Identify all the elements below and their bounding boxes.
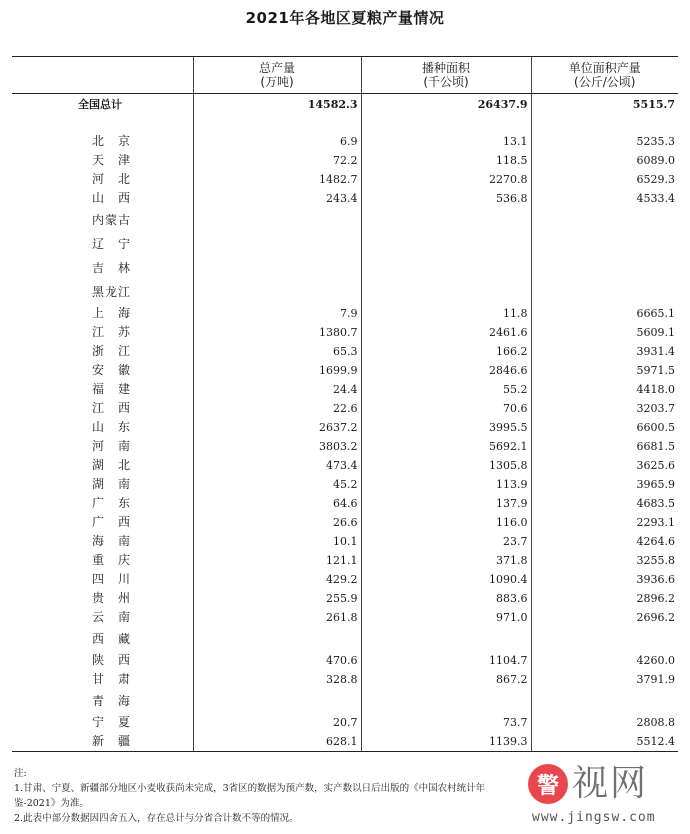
output-value: 473.4 <box>193 456 361 475</box>
yield-value: 5971.5 <box>531 361 678 380</box>
yield-value: 6665.1 <box>531 304 678 323</box>
output-value: 24.4 <box>193 380 361 399</box>
output-value: 26.6 <box>193 513 361 532</box>
table-row <box>12 232 678 256</box>
area-value: 2461.6 <box>361 323 531 342</box>
output-value: 243.4 <box>193 189 361 208</box>
output-value: 65.3 <box>193 342 361 361</box>
table-row <box>12 589 678 608</box>
region-name: 山 东 <box>92 420 132 434</box>
output-value: 121.1 <box>193 551 361 570</box>
yield-value <box>531 280 678 304</box>
output-value: 72.2 <box>193 151 361 170</box>
header-output-label: 总产量 <box>258 61 295 75</box>
yield-value: 3931.4 <box>531 342 678 361</box>
area-value: 11.8 <box>361 304 531 323</box>
area-value <box>361 232 531 256</box>
table-row <box>12 689 678 713</box>
yield-value <box>531 208 678 232</box>
yield-value: 5235.3 <box>531 132 678 151</box>
output-value <box>193 256 361 280</box>
area-value: 113.9 <box>361 475 531 494</box>
area-value: 1305.8 <box>361 456 531 475</box>
area-value: 2846.6 <box>361 361 531 380</box>
yield-value: 3791.9 <box>531 670 678 689</box>
table-row <box>12 437 678 456</box>
table-row <box>12 323 678 342</box>
note-line: 2.此表中部分数据因四舍五入，存在总计与分省合计数不等的情况。 <box>14 813 299 824</box>
table-row <box>12 627 678 651</box>
region-name: 山 西 <box>92 191 132 205</box>
area-value: 70.6 <box>361 399 531 418</box>
yield-value: 3625.6 <box>531 456 678 475</box>
region-name: 江 西 <box>92 401 132 415</box>
yield-value: 4264.6 <box>531 532 678 551</box>
yield-value: 4418.0 <box>531 380 678 399</box>
region-name: 黑龙江 <box>92 284 132 299</box>
area-value: 73.7 <box>361 713 531 732</box>
area-value: 118.5 <box>361 151 531 170</box>
header-region <box>12 57 193 94</box>
region-name: 安 徽 <box>92 363 132 377</box>
table-row <box>12 651 678 670</box>
yield-value: 3203.7 <box>531 399 678 418</box>
table-row <box>12 342 678 361</box>
output-value: 1482.7 <box>193 170 361 189</box>
table-row <box>12 570 678 589</box>
area-value: 1139.3 <box>361 732 531 752</box>
region-name: 河 北 <box>92 172 132 186</box>
area-value <box>361 627 531 651</box>
area-value: 867.2 <box>361 670 531 689</box>
total-output: 14582.3 <box>193 94 361 115</box>
table-row <box>12 380 678 399</box>
yield-value: 6600.5 <box>531 418 678 437</box>
table-row <box>12 713 678 732</box>
output-value: 3803.2 <box>193 437 361 456</box>
yield-value: 3965.9 <box>531 475 678 494</box>
table-row <box>12 132 678 151</box>
output-value: 6.9 <box>193 132 361 151</box>
yield-value: 5512.4 <box>531 732 678 752</box>
area-value: 23.7 <box>361 532 531 551</box>
table-row <box>12 418 678 437</box>
table-row <box>12 456 678 475</box>
area-value: 883.6 <box>361 589 531 608</box>
yield-value: 2808.8 <box>531 713 678 732</box>
yield-value: 5609.1 <box>531 323 678 342</box>
region-name: 湖 北 <box>92 458 132 472</box>
yield-value: 2896.2 <box>531 589 678 608</box>
area-value: 5692.1 <box>361 437 531 456</box>
table-row <box>12 361 678 380</box>
table-row <box>12 732 678 752</box>
table-row <box>12 189 678 208</box>
region-name: 北 京 <box>92 134 132 148</box>
summer-grain-table <box>12 56 678 752</box>
area-value: 137.9 <box>361 494 531 513</box>
header-area <box>361 57 531 94</box>
output-value: 429.2 <box>193 570 361 589</box>
output-value <box>193 627 361 651</box>
output-value: 45.2 <box>193 475 361 494</box>
output-value: 10.1 <box>193 532 361 551</box>
region-name: 河 南 <box>92 439 132 453</box>
total-yield: 5515.7 <box>531 94 678 115</box>
note-line: 1.甘肃、宁夏、新疆部分地区小麦收获尚未完成，3省区的数据为预产数，实产数以日后出版的《中国农村统计年 <box>14 783 486 794</box>
table-row <box>12 494 678 513</box>
spacer-row <box>12 114 678 132</box>
region-name: 四 川 <box>92 572 132 586</box>
yield-value <box>531 689 678 713</box>
region-name: 内蒙古 <box>92 212 132 227</box>
header-yield-label: 单位面积产量 <box>568 61 641 75</box>
watermark <box>528 762 678 830</box>
region-name: 宁 夏 <box>92 715 132 729</box>
region-name: 广 西 <box>92 515 132 529</box>
watermark-logo-icon: 警 <box>528 764 568 804</box>
page-title: 2021年各地区夏粮产量情况 <box>245 9 445 27</box>
output-value <box>193 689 361 713</box>
area-value: 55.2 <box>361 380 531 399</box>
output-value <box>193 232 361 256</box>
area-value: 166.2 <box>361 342 531 361</box>
yield-value: 4260.0 <box>531 651 678 670</box>
yield-value: 6089.0 <box>531 151 678 170</box>
yield-value <box>531 232 678 256</box>
region-name: 陕 西 <box>92 653 132 667</box>
area-value: 13.1 <box>361 132 531 151</box>
total-area: 26437.9 <box>361 94 531 115</box>
region-name: 湖 南 <box>92 477 132 491</box>
region-name: 辽 宁 <box>92 236 132 251</box>
table-row <box>12 532 678 551</box>
yield-value: 6681.5 <box>531 437 678 456</box>
area-value: 971.0 <box>361 608 531 627</box>
table-row <box>12 399 678 418</box>
region-name: 江 苏 <box>92 325 132 339</box>
table-row <box>12 208 678 232</box>
region-name: 贵 州 <box>92 591 132 605</box>
region-name: 浙 江 <box>92 344 132 358</box>
area-value <box>361 689 531 713</box>
output-value: 628.1 <box>193 732 361 752</box>
output-value: 2637.2 <box>193 418 361 437</box>
table-row <box>12 304 678 323</box>
output-value: 64.6 <box>193 494 361 513</box>
yield-value: 3255.8 <box>531 551 678 570</box>
output-value: 22.6 <box>193 399 361 418</box>
area-value: 116.0 <box>361 513 531 532</box>
yield-value <box>531 256 678 280</box>
watermark-url: www.jingsw.com <box>532 810 656 825</box>
area-value: 3995.5 <box>361 418 531 437</box>
table-row <box>12 475 678 494</box>
table-row <box>12 670 678 689</box>
output-value <box>193 208 361 232</box>
area-value <box>361 280 531 304</box>
area-value <box>361 256 531 280</box>
header-area-label: 播种面积 <box>421 61 470 75</box>
region-name: 天 津 <box>92 153 132 167</box>
table-row <box>12 608 678 627</box>
region-name: 西 藏 <box>92 631 132 646</box>
output-value <box>193 280 361 304</box>
output-value: 328.8 <box>193 670 361 689</box>
yield-value: 2293.1 <box>531 513 678 532</box>
header-row <box>12 57 678 94</box>
table-row <box>12 170 678 189</box>
yield-value: 3936.6 <box>531 570 678 589</box>
area-value: 371.8 <box>361 551 531 570</box>
header-area-unit: (千公顷) <box>423 75 469 89</box>
table-row <box>12 256 678 280</box>
header-output-unit: (万吨) <box>260 75 294 89</box>
output-value: 20.7 <box>193 713 361 732</box>
output-value: 1380.7 <box>193 323 361 342</box>
yield-value: 4533.4 <box>531 189 678 208</box>
region-name: 青 海 <box>92 693 132 708</box>
area-value: 2270.8 <box>361 170 531 189</box>
region-name: 广 东 <box>92 496 132 510</box>
output-value: 7.9 <box>193 304 361 323</box>
area-value: 536.8 <box>361 189 531 208</box>
area-value: 1104.7 <box>361 651 531 670</box>
yield-value <box>531 627 678 651</box>
table-row <box>12 280 678 304</box>
yield-value: 2696.2 <box>531 608 678 627</box>
yield-value: 6529.3 <box>531 170 678 189</box>
header-yield <box>531 57 678 94</box>
output-value: 1699.9 <box>193 361 361 380</box>
region-name: 重 庆 <box>92 553 132 567</box>
region-name: 上 海 <box>92 306 132 320</box>
output-value: 261.8 <box>193 608 361 627</box>
yield-value: 4683.5 <box>531 494 678 513</box>
header-output <box>193 57 361 94</box>
watermark-text: 视网 <box>572 763 649 804</box>
output-value: 470.6 <box>193 651 361 670</box>
output-value: 255.9 <box>193 589 361 608</box>
header-yield-unit: (公斤/公顷) <box>574 75 636 89</box>
note-heading: 注: <box>14 768 27 779</box>
region-name: 福 建 <box>92 382 132 396</box>
region-name: 吉 林 <box>92 260 132 275</box>
region-name: 云 南 <box>92 610 132 624</box>
region-name: 甘 肃 <box>92 672 132 686</box>
area-value: 1090.4 <box>361 570 531 589</box>
table-row <box>12 151 678 170</box>
area-value <box>361 208 531 232</box>
total-row <box>12 94 678 115</box>
table-row <box>12 513 678 532</box>
region-name: 海 南 <box>92 534 132 548</box>
note-line: 鉴-2021》为准。 <box>14 798 89 809</box>
total-name: 全国总计 <box>78 97 122 111</box>
region-name: 新 疆 <box>12 732 193 752</box>
table-row <box>12 551 678 570</box>
